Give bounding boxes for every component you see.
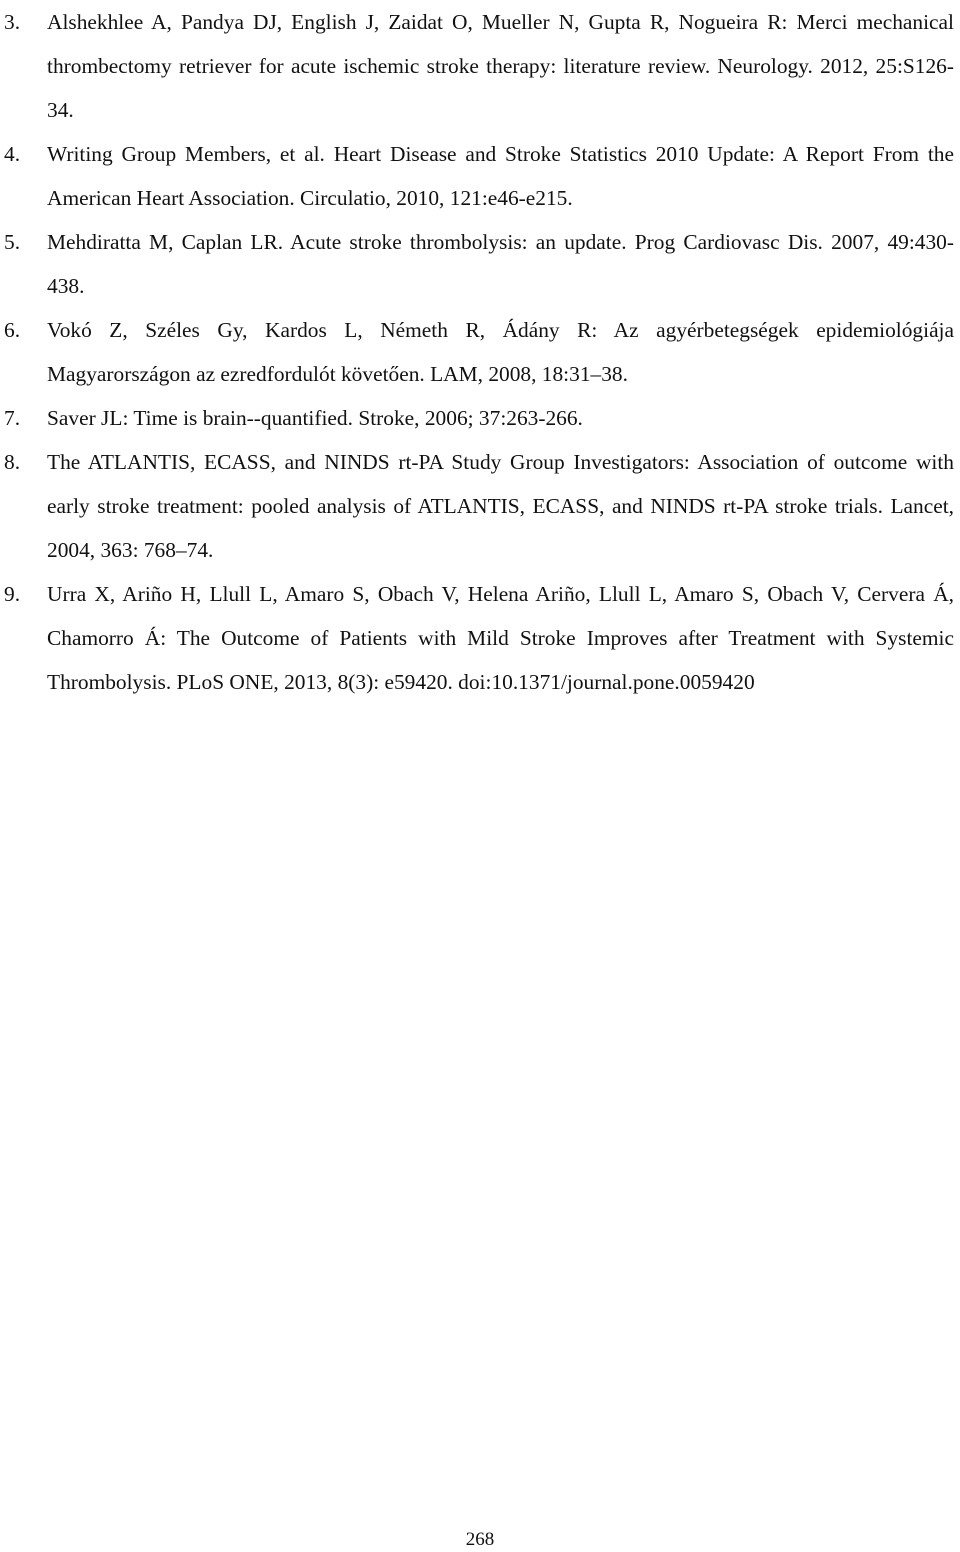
reference-item-7 (0, 396, 960, 440)
reference-number: 9. (4, 582, 21, 606)
page-number: 268 (465, 1529, 495, 1550)
reference-item-3 (0, 0, 960, 132)
reference-text: Vokó Z, Széles Gy, Kardos L, Németh R, Ádány R: Az agyérbetegségek epidemiológiája Magyarországon az ezredfordulót követően. LAM, 2008, 18:31–38. (47, 318, 954, 386)
reference-item-8 (0, 440, 960, 572)
reference-text: Saver JL: Time is brain--quantified. Stroke, 2006; 37:263-266. (47, 406, 583, 430)
reference-text: Mehdiratta M, Caplan LR. Acute stroke thrombolysis: an update. Prog Cardiovasc Dis. 2007, 49:430-438. (47, 230, 954, 298)
reference-text: Alshekhlee A, Pandya DJ, English J, Zaidat O, Mueller N, Gupta R, Nogueira R: Merci mechanical thrombectomy retriever for acute ischemic stroke therapy: literature review. Neurology. 2012, 25:S126-34. (47, 10, 954, 122)
reference-list (0, 0, 960, 704)
reference-item-9 (0, 572, 960, 704)
reference-item-4 (0, 132, 960, 220)
reference-text: Writing Group Members, et al. Heart Disease and Stroke Statistics 2010 Update: A Report From the American Heart Association. Circulatio, 2010, 121:e46-e215. (47, 142, 954, 210)
reference-number: 8. (4, 450, 21, 474)
reference-number: 5. (4, 230, 21, 254)
reference-number: 7. (4, 406, 21, 430)
reference-number: 6. (4, 318, 21, 342)
reference-text: Urra X, Ariño H, Llull L, Amaro S, Obach V, Helena Ariño, Llull L, Amaro S, Obach V, Cervera Á, Chamorro Á: The Outcome of Patients with Mild Stroke Improves after Treatment with Systemic Thrombolysis. PLoS ONE, 2013, 8(3): e59420. doi:10.1371/journal.pone.0059420 (47, 582, 954, 694)
reference-text: The ATLANTIS, ECASS, and NINDS rt-PA Study Group Investigators: Association of outcome with early stroke treatment: pooled analysis of ATLANTIS, ECASS, and NINDS rt-PA stroke trials. Lancet, 2004, 363: 768–74. (47, 450, 954, 562)
reference-number: 3. (4, 10, 21, 34)
reference-item-6 (0, 308, 960, 396)
reference-number: 4. (4, 142, 21, 166)
reference-item-5 (0, 220, 960, 308)
